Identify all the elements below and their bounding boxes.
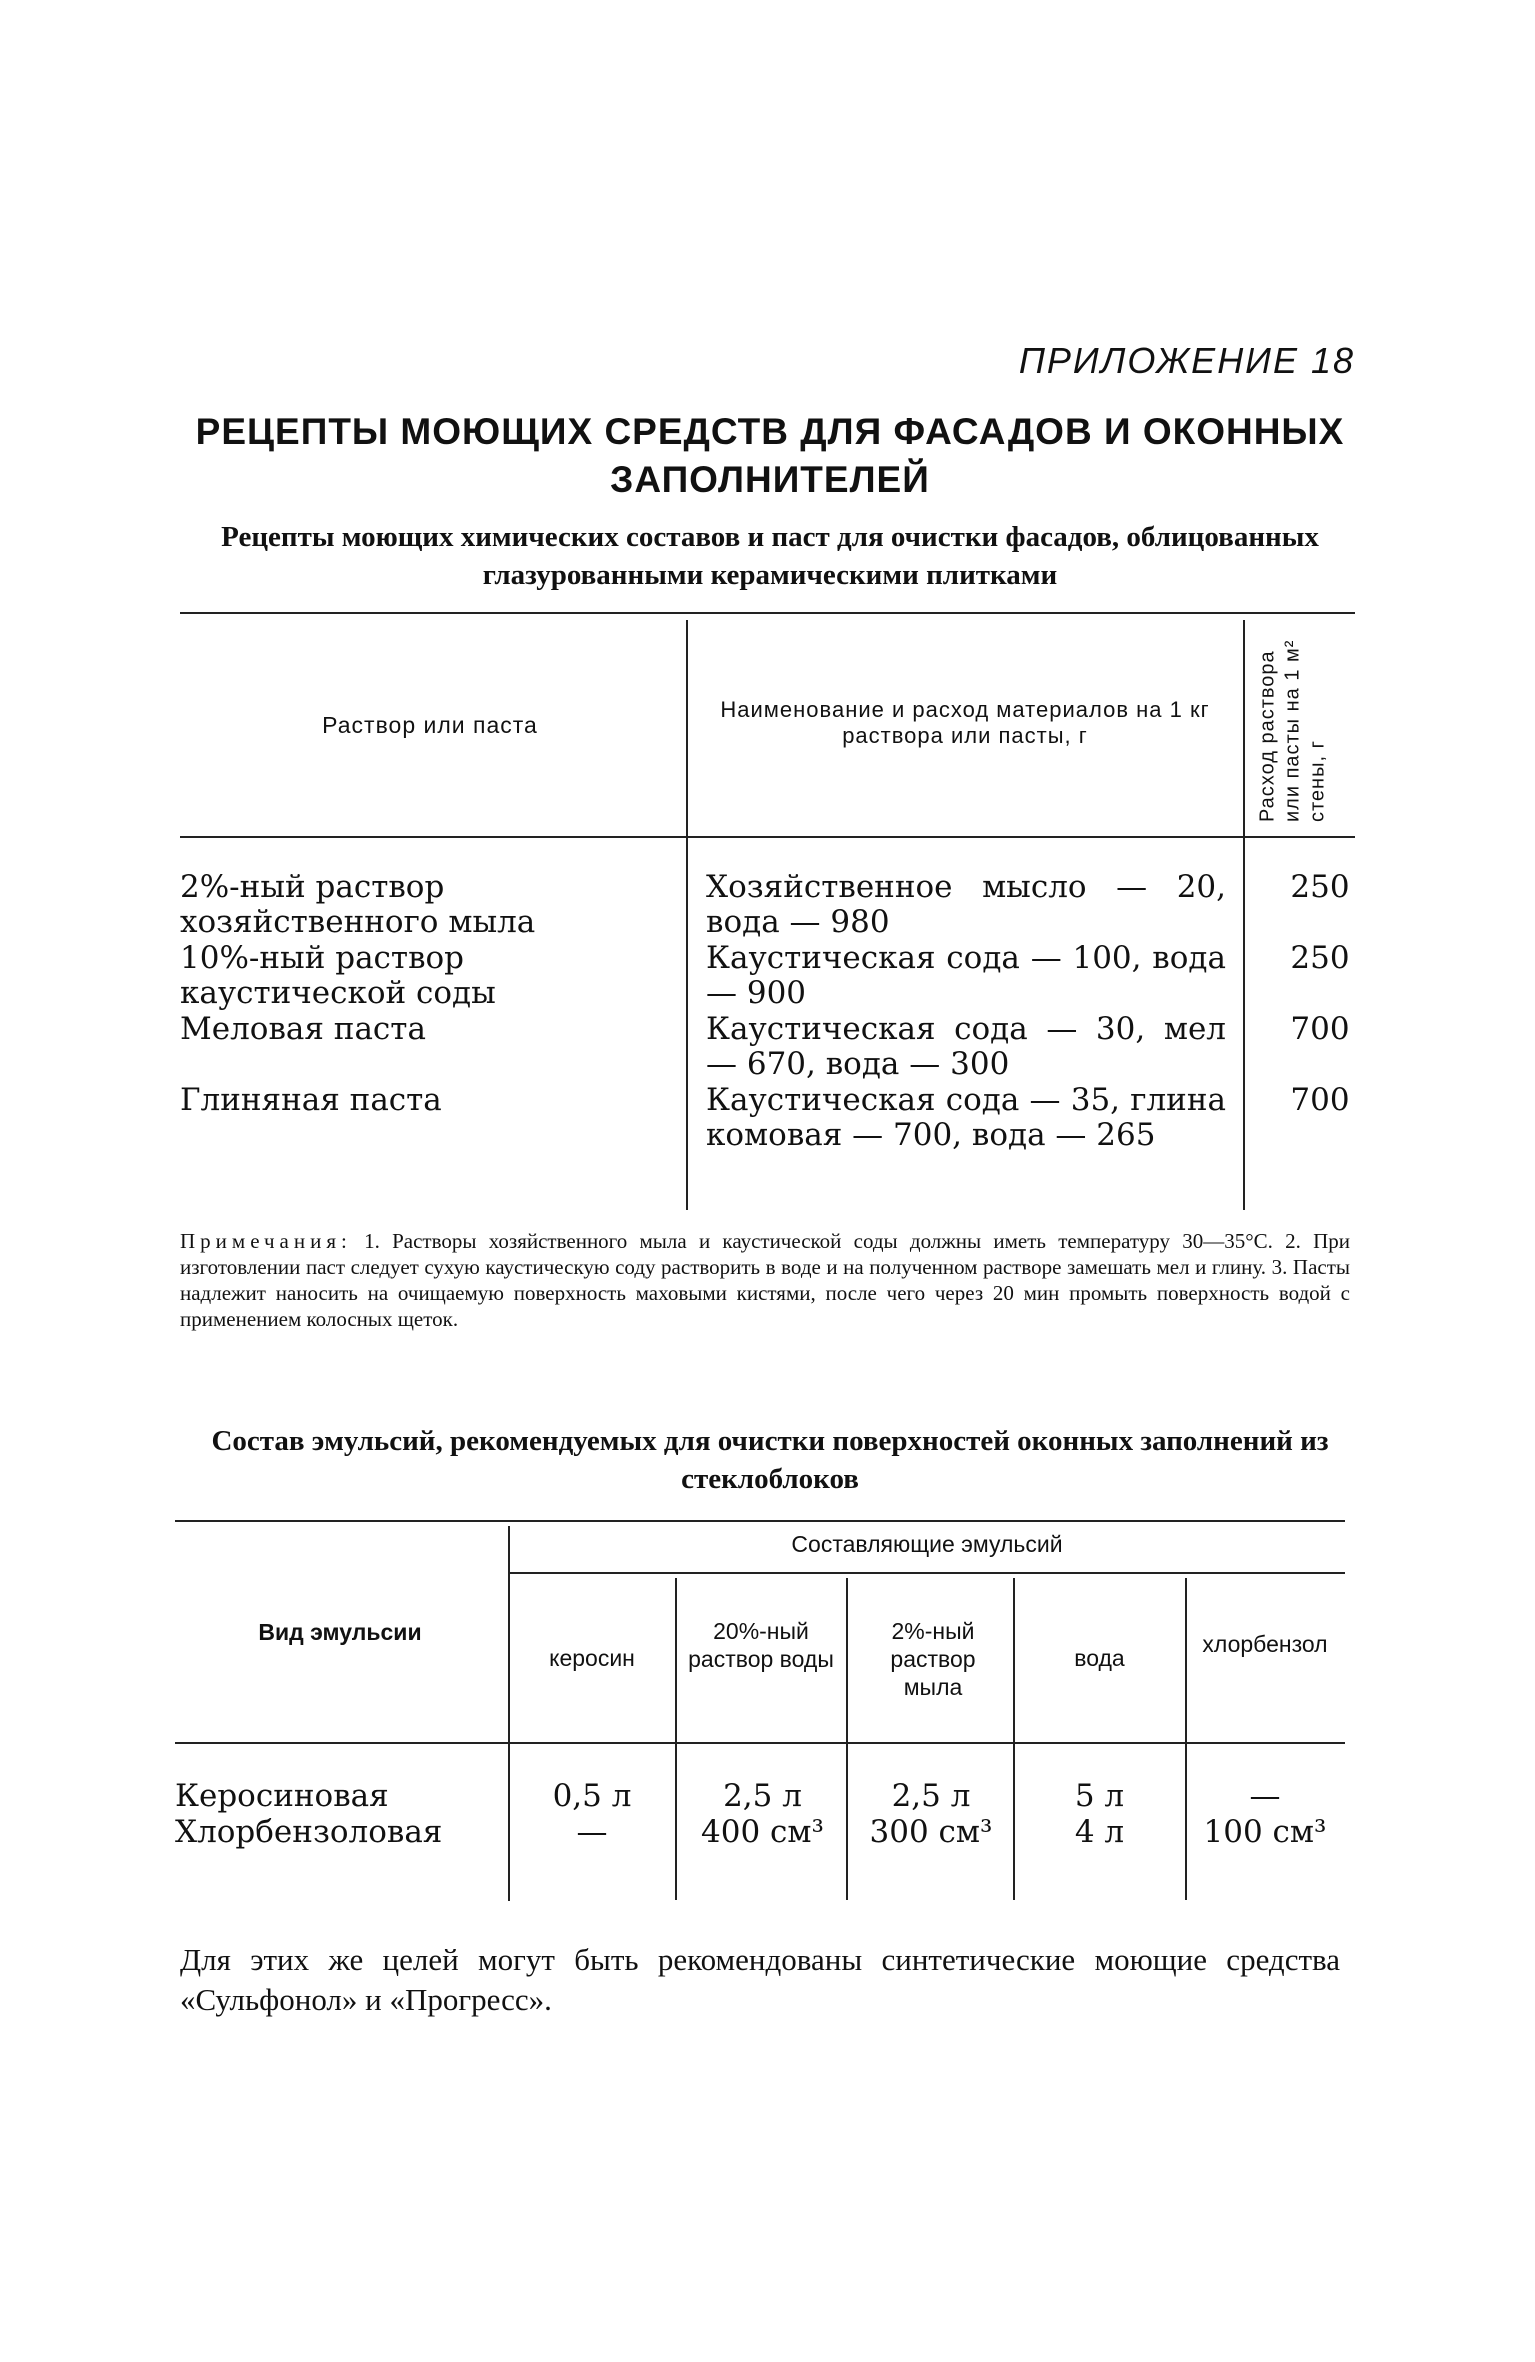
table1-materials: Хозяйственное мысло — 20, вода — 980 [706, 869, 1226, 940]
table1-solution: Меловая паста [180, 1011, 426, 1047]
table2-header-col: хлорбензол [1202, 1631, 1328, 1657]
table2-top-rule [175, 1520, 1345, 1522]
table2-cell: 5 л [1074, 1778, 1125, 1814]
table1-amount: 250 [1290, 940, 1350, 976]
table1-header-solution: Раствор или паста [322, 712, 538, 738]
table2-col-divider-4 [1185, 1578, 1187, 1900]
table2-emulsion-name: Хлорбензоловая [175, 1814, 443, 1850]
table1-amount: 700 [1290, 1082, 1350, 1118]
table1-top-rule [180, 612, 1355, 614]
table2-cell: 100 см³ [1203, 1814, 1327, 1850]
table1-materials: Каустическая сода — 100, вода — 900 [706, 940, 1226, 1011]
appendix-label: ПРИЛОЖЕНИЕ 18 [1018, 340, 1355, 381]
table1-header-rule [180, 836, 1355, 838]
table2-header-type: Вид эмульсии [258, 1619, 422, 1645]
table1-solution: 10%-ный раствор каустической соды [180, 940, 496, 1011]
table2-col-divider-1 [675, 1578, 677, 1900]
main-title: РЕЦЕПТЫ МОЮЩИХ СРЕДСТВ ДЛЯ ФАСАДОВ И ОКОННЫХ ЗАПОЛНИТЕЛЕЙ [195, 411, 1345, 500]
table2-col-divider-0 [508, 1526, 510, 1901]
table2-cell: 2,5 л [723, 1778, 802, 1814]
table1-row [180, 869, 1350, 942]
table1-solution: Глиняная паста [180, 1082, 442, 1118]
table2-cell: 2,5 л [891, 1778, 971, 1814]
table2-header-col: керосин [549, 1645, 635, 1671]
table2-cell: — [576, 1814, 608, 1850]
closing-paragraph: Для этих же целей могут быть рекомендованы синтетические моющие средства «Сульфонол» и «Прогресс». [180, 1942, 1340, 2017]
table1-materials: Каустическая сода — 35, глина комовая — 700, вода — 265 [706, 1082, 1226, 1153]
table2-header-col: 2%-ный раствор мыла [890, 1618, 976, 1700]
notes-text: 1. Растворы хозяйственного мыла и каустической соды должны иметь температуру 30—35°С. 2. При изготовлении паст следует сухую каустическую соду растворить в воде и на полученном растворе замешать мел и глину. 3. Пасты надлежит наносить на очищаемую поверхность маховыми кистями, после чего через 20 мин промыть поверхность водой с применением колосных щеток. [180, 1229, 1351, 1331]
table1-amount: 700 [1290, 1011, 1350, 1047]
table1-notes [180, 1228, 1350, 1332]
table1-header-consumption-cell [1243, 622, 1343, 822]
table1-amount: 250 [1290, 869, 1350, 905]
table1-materials: Каустическая сода — 30, мел — 670, вода — 300 [706, 1011, 1226, 1082]
table2-header-rule [175, 1742, 1345, 1744]
table2-col-divider-3 [1013, 1578, 1015, 1900]
table1-row [180, 940, 1350, 1013]
table1-row [180, 1011, 1350, 1084]
table1-header-consumption: Расход раствора или пасты на 1 м² стены, г [1256, 639, 1329, 822]
table2-group-rule [510, 1572, 1345, 1574]
table1-solution: 2%-ный раствор хозяйственного мыла [180, 869, 536, 940]
table2-header-col: вода [1074, 1645, 1125, 1671]
table2-header-group: Составляющие эмульсий [791, 1531, 1063, 1557]
table2-cell: 0,5 л [552, 1778, 632, 1814]
table2-cell: 4 л [1074, 1814, 1125, 1850]
table2-cell: 400 см³ [701, 1814, 824, 1850]
table2-cell: — [1249, 1778, 1281, 1814]
table2-emulsion-name: Керосиновая [175, 1778, 389, 1814]
table1-caption: Рецепты моющих химических составов и паст для очистки фасадов, облицованных глазурованными керамическими плитками [221, 521, 1319, 591]
table1-header-materials: Наименование и расход материалов на 1 кг раствора или пасты, г [720, 697, 1210, 748]
table1-row [180, 1082, 1350, 1155]
table2-header-col: 20%-ный раствор воды [688, 1618, 834, 1672]
table2-cell: 300 см³ [869, 1814, 993, 1850]
notes-label: Примечания: [180, 1229, 352, 1253]
table2-col-divider-2 [846, 1578, 848, 1900]
table2-caption: Состав эмульсий, рекомендуемых для очистки поверхностей оконных заполнений из стеклоблоков [211, 1425, 1329, 1495]
